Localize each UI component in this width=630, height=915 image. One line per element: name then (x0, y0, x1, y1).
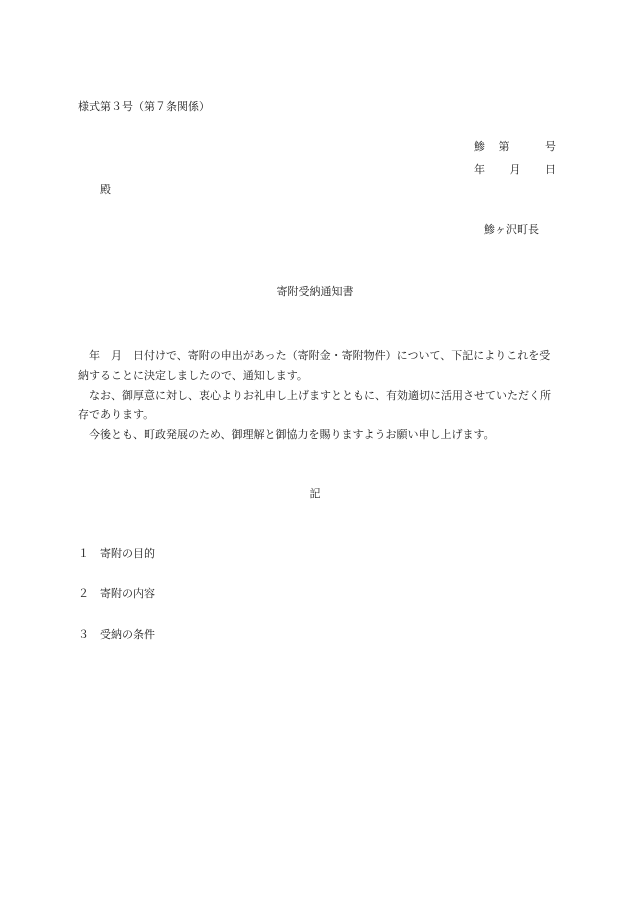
body-text (78, 346, 558, 445)
date-year: 年 (474, 163, 485, 176)
list-item (78, 629, 155, 640)
item-label: 寄附の内容 (100, 587, 155, 600)
document-number-line (474, 141, 556, 152)
list-item (78, 588, 155, 599)
ki-heading: 記 (309, 487, 321, 500)
document-number-middle: 第 (498, 140, 510, 153)
document-heading: 寄附受納通知書 (276, 285, 354, 298)
item-number: １ (78, 547, 89, 560)
date-line (474, 164, 556, 175)
list-item (78, 548, 155, 559)
item-label: 寄附の目的 (100, 547, 155, 560)
document-number-suffix: 号 (545, 140, 556, 153)
item-number: ２ (78, 587, 89, 600)
date-month: 月 (509, 163, 521, 176)
sender-name: 鯵ヶ沢町長 (484, 223, 539, 236)
body-paragraph: 年 月 日付けで、寄附の申出があった（寄附金・寄附物件）について、下記によりこれを受納することに決定しましたので、通知します。 (78, 349, 551, 382)
item-number: ３ (78, 628, 89, 641)
addressee-honorific: 殿 (100, 183, 111, 196)
date-day: 日 (545, 163, 556, 176)
item-label: 受納の条件 (100, 628, 155, 641)
body-paragraph: 今後とも、町政発展のため、御理解と御協力を賜りますようお願い申し上げます。 (89, 428, 495, 442)
form-number-title: 様式第３号（第７条関係） (78, 100, 210, 113)
body-paragraph: なお、御厚意に対し、衷心よりお礼申し上げますとともに、有効適切に活用させていただく所存であります。 (78, 388, 551, 422)
document-number-prefix: 鯵 (474, 140, 485, 153)
